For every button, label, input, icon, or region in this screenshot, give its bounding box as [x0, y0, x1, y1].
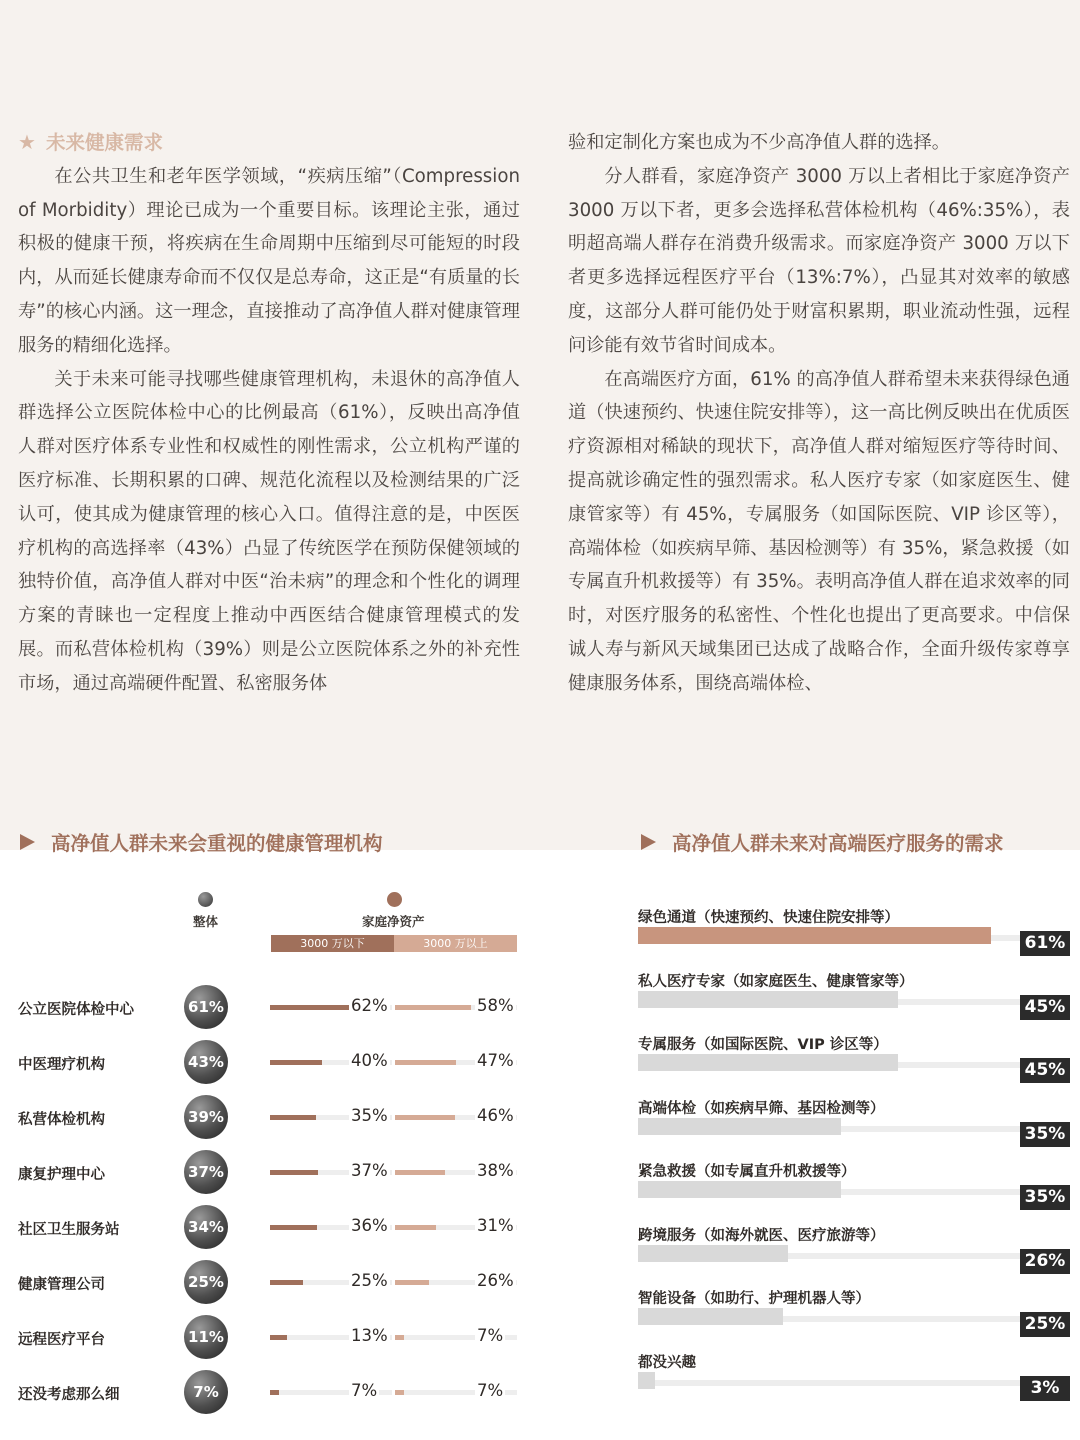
service-value-badge: 61%	[1020, 931, 1070, 956]
overall-legend-dot	[198, 892, 213, 907]
above-value: 31%	[477, 1216, 514, 1235]
above-bar	[395, 1225, 436, 1230]
article-paragraph: 在公共卫生和老年医学领域，“疾病压缩”（Compression of Morbidity）理论已成为一个重要目标。该理论主张，通过积极的健康干预，将疾病在生命周期中压缩到尽可能短的时段内，从而延长健康寿命而不仅仅是总寿命，这正是“有质量的长寿”的核心内涵。这一理念，直接推动了高净值人群对健康管理服务的精细化选择。	[18, 165, 520, 356]
overall-value-circle: 43%	[184, 1040, 228, 1084]
below-bar	[270, 1115, 316, 1120]
service-name: 都没兴趣	[638, 1354, 696, 1371]
below-bar	[270, 1225, 317, 1230]
service-bar	[638, 1118, 841, 1135]
article-paragraph: 在高端医疗方面，61% 的高净值人群希望未来获得绿色通道（快速预约、快速住院安排等），这一高比例反映出在优质医疗资源相对稀缺的现状下，高净值人群对缩短医疗等待时间、提高就诊确定性的强烈需求。私人医疗专家（如家庭医生、健康管家等）有 45%，专属服务（如国际医院、VIP 诊区等），高端体检（如疾病早筛、基因检测等）有 35%，紧急救援（如专属直升机救援等）有 35%。表明高净值人群在追求效率的同时，对医疗服务的私密性、个性化也提出了更高要求。中信保诚人寿与新风天域集团已达成了战略合作，全面升级传家尊享健康服务体系，围绕高端体检、	[568, 368, 1070, 694]
institution-name: 公立医院体检中心	[18, 1002, 134, 1018]
assets-legend-dot	[387, 892, 402, 907]
section-heading-text: 未来健康需求	[45, 131, 163, 154]
article-paragraph: 关于未来可能寻找哪些健康管理机构，未退休的高净值人群选择公立医院体检中心的比例最高（61%），反映出高净值人群对医疗体系专业性和权威性的刚性需求，公立机构严谨的医疗标准、长期积累的口碑、规范化流程以及检测结果的广泛认可，使其成为健康管理的核心入口。值得注意的是，中医医疗机构的高选择率（43%）凸显了传统医学在预防保健领域的独特价值，高净值人群对中医“治未病”的理念和个性化的调理方案的青睐也一定程度上推动中西医结合健康管理模式的发展。而私营体检机构（39%）则是公立医院体系之外的补充性市场，通过高端硬件配置、私密服务体	[18, 368, 520, 694]
service-bar	[638, 991, 898, 1008]
service-row	[638, 1351, 1070, 1403]
service-bar-track	[638, 1380, 1020, 1386]
above-bar	[395, 1060, 456, 1065]
below-bar	[270, 1390, 279, 1395]
service-name: 跨境服务（如海外就医、医疗旅游等）	[638, 1227, 885, 1244]
service-bar	[638, 1054, 898, 1071]
service-name: 绿色通道（快速预约、快速住院安排等）	[638, 910, 899, 926]
service-row	[638, 1287, 1070, 1339]
overall-value-circle: 61%	[184, 985, 228, 1029]
institution-row	[0, 1370, 540, 1414]
above-value: 7%	[477, 1381, 504, 1400]
article-right-column	[568, 126, 1070, 701]
institution-name: 社区卫生服务站	[18, 1222, 120, 1238]
service-row	[638, 1097, 1070, 1149]
service-bar	[638, 1181, 841, 1198]
below-bar	[270, 1335, 287, 1340]
service-value-badge: 25%	[1020, 1312, 1070, 1337]
service-row	[638, 970, 1070, 1022]
overall-value-circle: 37%	[184, 1150, 228, 1194]
above-bar	[395, 1335, 404, 1340]
service-value-badge: 3%	[1020, 1376, 1070, 1401]
below-value: 36%	[351, 1216, 388, 1235]
service-value-badge: 45%	[1020, 995, 1070, 1020]
below-bar	[270, 1060, 322, 1065]
tab-below-30m: 3000 万以下	[271, 935, 394, 952]
above-bar	[395, 1280, 429, 1285]
institution-name: 中医理疗机构	[18, 1057, 105, 1073]
institution-name: 健康管理公司	[18, 1277, 105, 1293]
service-value-badge: 35%	[1020, 1185, 1070, 1210]
institution-name: 康复护理中心	[18, 1167, 105, 1183]
institution-name: 还没考虑那么细	[18, 1387, 120, 1403]
institution-row	[0, 1095, 540, 1139]
asset-group-tabs	[271, 935, 517, 952]
service-name: 私人医疗专家（如家庭医生、健康管家等）	[638, 973, 914, 990]
below-value: 62%	[351, 996, 388, 1015]
below-bar	[270, 1170, 318, 1175]
overall-value-circle: 7%	[184, 1370, 228, 1414]
overall-value-circle: 34%	[184, 1205, 228, 1249]
above-value: 38%	[477, 1161, 514, 1180]
above-bar	[395, 1115, 455, 1120]
triangle-icon	[20, 834, 35, 850]
left-chart-title-text: 高净值人群未来会重视的健康管理机构	[51, 832, 383, 855]
above-value: 26%	[477, 1271, 514, 1290]
institution-row	[0, 1040, 540, 1084]
service-bar	[638, 927, 991, 944]
below-bar	[270, 1005, 351, 1010]
article-left-column	[18, 126, 520, 701]
above-value: 46%	[477, 1106, 514, 1125]
article-paragraph: 验和定制化方案也成为不少高净值人群的选择。	[568, 132, 950, 153]
right-chart-title-text: 高净值人群未来对高端医疗服务的需求	[672, 832, 1004, 855]
institution-row	[0, 1315, 540, 1359]
triangle-icon	[641, 834, 656, 850]
overall-value-circle: 11%	[184, 1315, 228, 1359]
below-value: 40%	[351, 1051, 388, 1070]
above-bar	[395, 1005, 471, 1010]
article-paragraph: 分人群看，家庭净资产 3000 万以上者相比于家庭净资产 3000 万以下者，更多会选择私营体检机构（46%:35%），表明超高端人群存在消费升级需求。而家庭净资产 3000 万以下者更多选择远程医疗平台（13%:7%），凸显其对效率的敏感度，这部分人群可能仍处于财富积累期，职业流动性强，远程问诊能有效节省时间成本。	[568, 165, 1070, 356]
above-value: 7%	[477, 1326, 504, 1345]
below-value: 35%	[351, 1106, 388, 1125]
service-bar	[638, 1308, 783, 1325]
service-name: 紧急救援（如专属直升机救援等）	[638, 1164, 856, 1180]
below-value: 13%	[351, 1326, 388, 1345]
service-value-badge: 35%	[1020, 1122, 1070, 1147]
service-value-badge: 45%	[1020, 1058, 1070, 1083]
institution-name: 私营体检机构	[18, 1112, 105, 1128]
institution-name: 远程医疗平台	[18, 1332, 105, 1348]
assets-legend-label: 家庭净资产	[362, 914, 425, 929]
overall-value-circle: 39%	[184, 1095, 228, 1139]
below-bar	[270, 1280, 303, 1285]
service-bar	[638, 1245, 788, 1262]
star-icon: ★	[18, 130, 36, 154]
institution-row	[0, 1150, 540, 1194]
above-value: 58%	[477, 996, 514, 1015]
institution-row	[0, 1260, 540, 1304]
service-name: 智能设备（如助行、护理机器人等）	[638, 1291, 870, 1307]
service-value-badge: 26%	[1020, 1249, 1070, 1274]
service-row	[638, 1033, 1070, 1085]
institution-row	[0, 985, 540, 1029]
right-chart-title	[641, 828, 1004, 856]
service-row	[638, 1160, 1070, 1212]
below-value: 7%	[351, 1381, 378, 1400]
left-chart-title	[20, 828, 383, 856]
overall-legend-label: 整体	[193, 914, 219, 929]
tab-above-30m: 3000 万以上	[394, 935, 517, 952]
above-bar	[395, 1390, 404, 1395]
below-value: 37%	[351, 1161, 388, 1180]
service-name: 高端体检（如疾病早筛、基因检测等）	[638, 1100, 885, 1117]
service-name: 专属服务（如国际医院、VIP 诊区等）	[638, 1037, 888, 1053]
service-bar	[638, 1372, 655, 1389]
overall-value-circle: 25%	[184, 1260, 228, 1304]
service-row	[638, 906, 1070, 958]
above-value: 47%	[477, 1051, 514, 1070]
section-heading	[18, 126, 520, 160]
institution-row	[0, 1205, 540, 1249]
service-row	[638, 1224, 1070, 1276]
below-value: 25%	[351, 1271, 388, 1290]
above-bar	[395, 1170, 445, 1175]
